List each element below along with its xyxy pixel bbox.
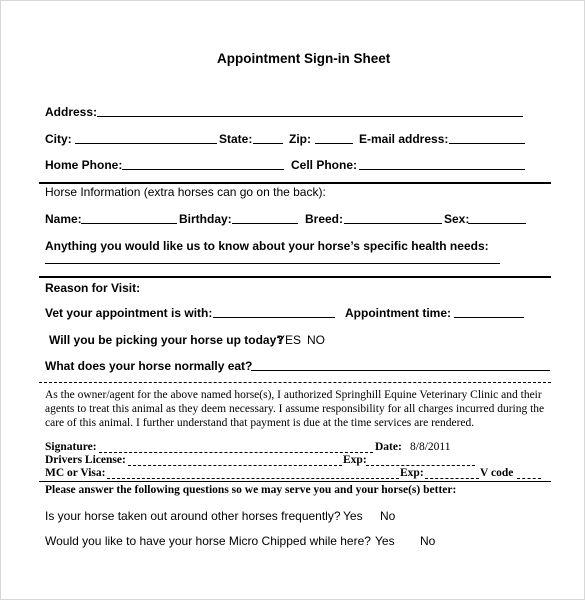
question-1: Is your horse taken out around other horses frequently? — [45, 509, 341, 523]
signature-label: Signature: — [45, 441, 97, 453]
authorization-line-1: As the owner/agent for the above named horse(s), I authorized Springhill Equine Veterinary Clinic and their — [45, 389, 542, 401]
home-phone-field[interactable] — [122, 169, 284, 170]
email-field[interactable] — [449, 143, 525, 144]
city-label: City: — [45, 132, 72, 146]
reason-label: Reason for Visit: — [45, 281, 141, 295]
birthday-label: Birthday: — [179, 212, 232, 226]
eat-label: What does your horse normally eat? — [45, 359, 253, 373]
question-2: Would you like to have your horse Micro Chipped while here? — [45, 534, 371, 548]
cell-phone-label: Cell Phone: — [291, 158, 358, 172]
exp-label: Exp: — [343, 454, 367, 466]
card-exp-label: Exp: — [400, 467, 424, 479]
zip-label: Zip: — [289, 132, 311, 146]
vcode-label: V code — [480, 467, 514, 479]
zip-field[interactable] — [315, 143, 353, 144]
appt-time-label: Appointment time: — [345, 306, 451, 320]
sex-label: Sex: — [444, 212, 470, 226]
home-phone-label: Home Phone: — [45, 158, 123, 172]
state-label: State: — [219, 132, 253, 146]
date-value: 8/8/2011 — [410, 441, 451, 453]
birthday-field[interactable] — [232, 223, 298, 224]
horse-name-field[interactable] — [81, 223, 177, 224]
state-field[interactable] — [253, 143, 283, 144]
pickup-question: Will you be picking your horse up today? — [49, 333, 284, 347]
card-number-field[interactable] — [107, 478, 399, 479]
email-label: E-mail address: — [359, 132, 449, 146]
section-divider — [39, 182, 551, 184]
vet-label: Vet your appointment is with: — [45, 306, 213, 320]
q2-yes-option[interactable]: Yes — [375, 534, 395, 548]
appt-time-field[interactable] — [454, 317, 524, 318]
address-field[interactable] — [97, 116, 523, 117]
card-exp-field[interactable] — [425, 478, 479, 479]
address-label: Address: — [45, 105, 98, 119]
questions-intro: Please answer the following questions so we may serve you and your horse(s) better: — [45, 484, 457, 496]
section-divider — [39, 481, 551, 482]
cell-phone-field[interactable] — [359, 169, 525, 170]
name-label: Name: — [45, 212, 82, 226]
pickup-yes-option[interactable]: YES — [277, 333, 302, 347]
authorization-line-2: agents to treat this animal as they deem necessary. I assume responsibility for all charges incurred during the — [45, 403, 545, 415]
eat-field[interactable] — [251, 370, 550, 371]
mc-visa-label: MC or Visa: — [45, 467, 106, 479]
authorization-line-3: care of this animal. I further understand that payment is due at the time services are rendered. — [45, 417, 475, 429]
breed-label: Breed: — [305, 212, 344, 226]
section-divider — [39, 382, 551, 383]
horse-info-label: Horse Information (extra horses can go on the back): — [45, 185, 326, 199]
city-field[interactable] — [75, 143, 217, 144]
q1-no-option[interactable]: No — [380, 509, 396, 523]
vcode-field[interactable] — [517, 478, 541, 479]
form-title: Appointment Sign-in Sheet — [217, 51, 391, 66]
section-divider — [39, 276, 551, 278]
q2-no-option[interactable]: No — [420, 534, 436, 548]
vet-field[interactable] — [213, 317, 335, 318]
date-label: Date: — [375, 441, 402, 453]
sex-field[interactable] — [468, 223, 526, 224]
health-needs-label: Anything you would like us to know about your horse’s specific health needs: — [45, 239, 489, 253]
signature-field[interactable] — [99, 452, 373, 453]
pickup-no-option[interactable]: NO — [307, 333, 325, 347]
drivers-license-label: Drivers License: — [45, 454, 126, 466]
drivers-license-field[interactable] — [128, 465, 342, 466]
q1-yes-option[interactable]: Yes — [343, 509, 363, 523]
health-needs-field[interactable] — [45, 263, 500, 264]
breed-field[interactable] — [344, 223, 442, 224]
